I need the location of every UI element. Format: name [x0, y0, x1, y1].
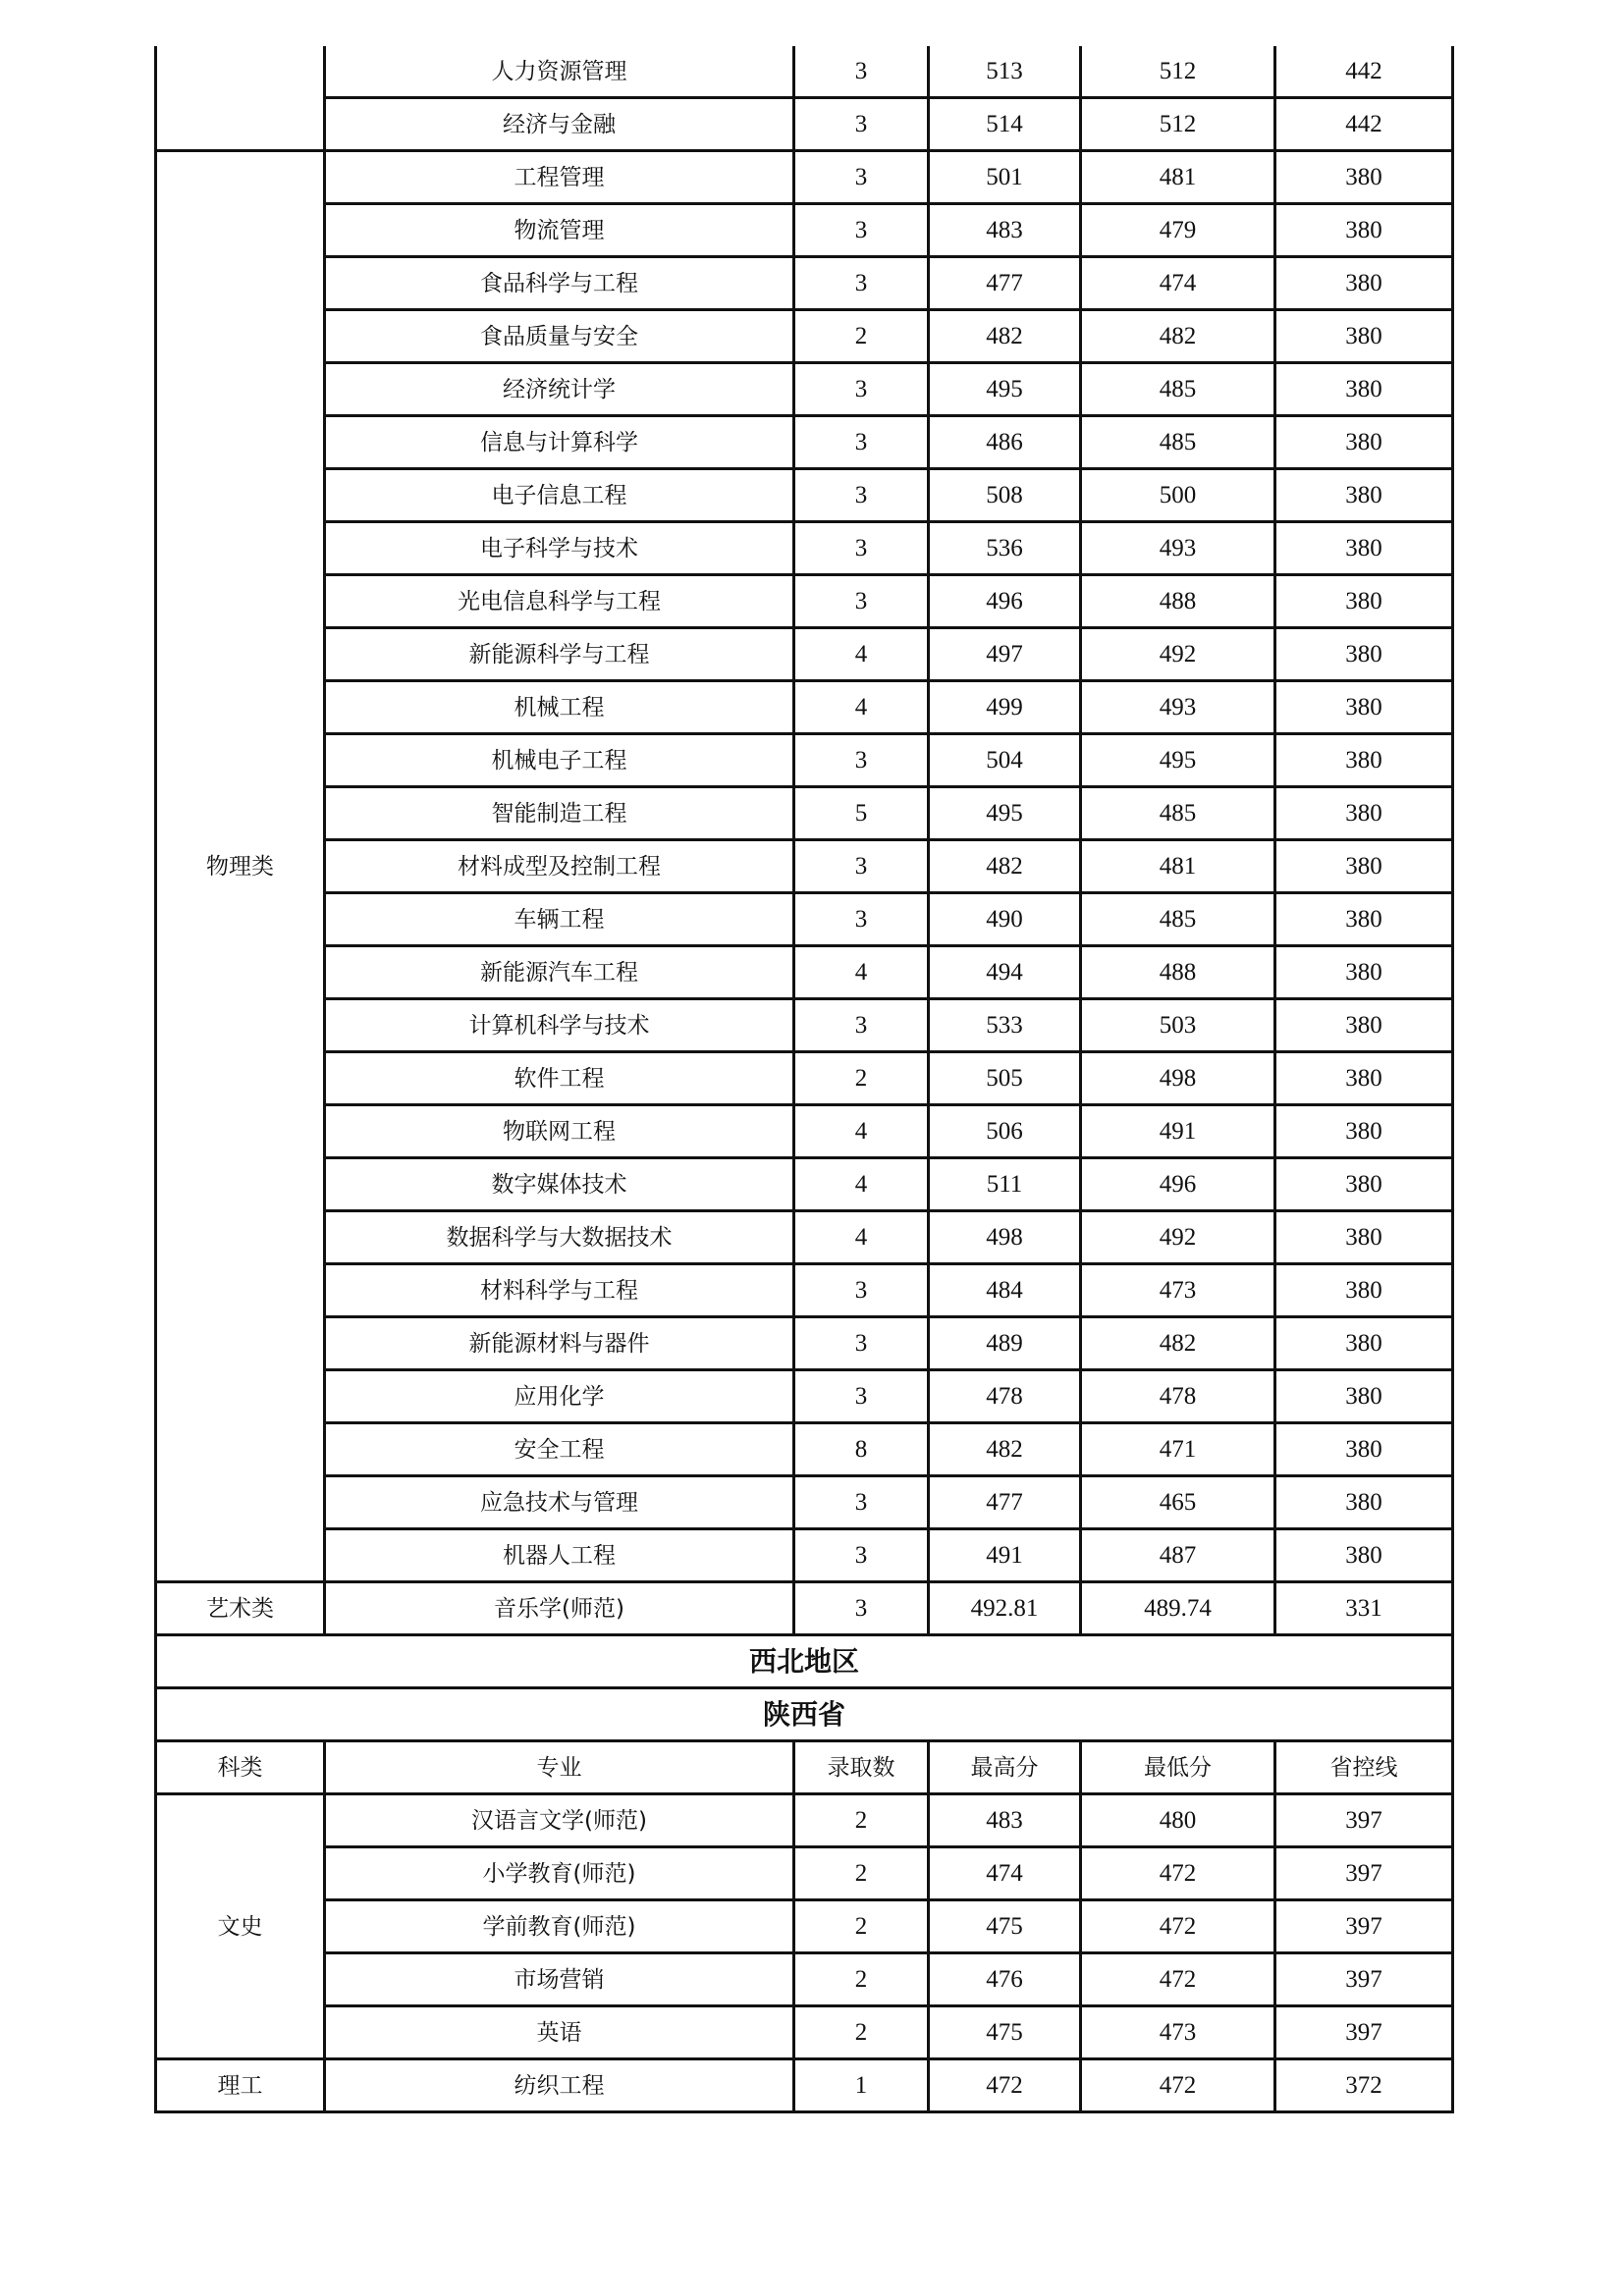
major-cell: 应急技术与管理 — [325, 1476, 794, 1529]
table-row — [156, 1052, 1453, 1105]
control-line-cell: 380 — [1275, 734, 1453, 787]
admitted-count-cell: 3 — [794, 257, 929, 310]
control-line-cell: 380 — [1275, 469, 1453, 522]
major-cell: 物联网工程 — [325, 1105, 794, 1158]
max-score-cell: 489 — [929, 1317, 1081, 1370]
table-row — [156, 2059, 1453, 2112]
min-score-cell: 480 — [1081, 1794, 1275, 1847]
table-row — [156, 1423, 1453, 1476]
max-score-cell: 508 — [929, 469, 1081, 522]
major-cell: 市场营销 — [325, 1953, 794, 2006]
table-row — [156, 946, 1453, 999]
max-score-cell: 483 — [929, 204, 1081, 257]
control-line-cell: 380 — [1275, 1264, 1453, 1317]
major-cell: 工程管理 — [325, 151, 794, 204]
major-cell: 机械电子工程 — [325, 734, 794, 787]
column-header-max: 最高分 — [929, 1741, 1081, 1794]
min-score-cell: 472 — [1081, 1847, 1275, 1900]
admitted-count-cell: 2 — [794, 2006, 929, 2059]
heading-row — [156, 1635, 1453, 1688]
major-cell: 电子信息工程 — [325, 469, 794, 522]
control-line-cell: 380 — [1275, 893, 1453, 946]
control-line-cell: 380 — [1275, 363, 1453, 416]
table-row — [156, 310, 1453, 363]
max-score-cell: 491 — [929, 1529, 1081, 1582]
admitted-count-cell: 2 — [794, 1794, 929, 1847]
admitted-count-cell: 3 — [794, 1582, 929, 1635]
control-line-cell: 380 — [1275, 999, 1453, 1052]
max-score-cell: 505 — [929, 1052, 1081, 1105]
major-cell: 软件工程 — [325, 1052, 794, 1105]
category-cell: 物理类 — [156, 151, 325, 1582]
admitted-count-cell: 2 — [794, 1900, 929, 1953]
table-row — [156, 257, 1453, 310]
category-cell: 文史 — [156, 1794, 325, 2059]
table-row — [156, 1529, 1453, 1582]
min-score-cell: 481 — [1081, 840, 1275, 893]
table-row — [156, 1158, 1453, 1211]
min-score-cell: 488 — [1081, 575, 1275, 628]
major-cell: 光电信息科学与工程 — [325, 575, 794, 628]
max-score-cell: 478 — [929, 1370, 1081, 1423]
admitted-count-cell: 5 — [794, 787, 929, 840]
control-line-cell: 380 — [1275, 1529, 1453, 1582]
max-score-cell: 494 — [929, 946, 1081, 999]
max-score-cell: 506 — [929, 1105, 1081, 1158]
max-score-cell: 499 — [929, 681, 1081, 734]
table-row — [156, 1211, 1453, 1264]
major-cell: 新能源科学与工程 — [325, 628, 794, 681]
min-score-cell: 512 — [1081, 46, 1275, 98]
max-score-cell: 513 — [929, 46, 1081, 98]
admitted-count-cell: 3 — [794, 575, 929, 628]
admitted-count-cell: 3 — [794, 1264, 929, 1317]
major-cell: 材料成型及控制工程 — [325, 840, 794, 893]
table-row — [156, 98, 1453, 151]
max-score-cell: 492.81 — [929, 1582, 1081, 1635]
major-cell: 食品科学与工程 — [325, 257, 794, 310]
admitted-count-cell: 3 — [794, 999, 929, 1052]
major-cell: 数据科学与大数据技术 — [325, 1211, 794, 1264]
min-score-cell: 487 — [1081, 1529, 1275, 1582]
max-score-cell: 514 — [929, 98, 1081, 151]
admitted-count-cell: 2 — [794, 310, 929, 363]
min-score-cell: 473 — [1081, 2006, 1275, 2059]
table-row — [156, 681, 1453, 734]
max-score-cell: 490 — [929, 893, 1081, 946]
min-score-cell: 482 — [1081, 1317, 1275, 1370]
min-score-cell: 492 — [1081, 628, 1275, 681]
min-score-cell: 472 — [1081, 1953, 1275, 2006]
control-line-cell: 380 — [1275, 1052, 1453, 1105]
max-score-cell: 483 — [929, 1794, 1081, 1847]
admitted-count-cell: 4 — [794, 1158, 929, 1211]
column-header-min: 最低分 — [1081, 1741, 1275, 1794]
table-row — [156, 1317, 1453, 1370]
min-score-cell: 482 — [1081, 310, 1275, 363]
min-score-cell: 472 — [1081, 1900, 1275, 1953]
max-score-cell: 484 — [929, 1264, 1081, 1317]
admitted-count-cell: 3 — [794, 893, 929, 946]
major-cell: 小学教育(师范) — [325, 1847, 794, 1900]
min-score-cell: 500 — [1081, 469, 1275, 522]
admitted-count-cell: 3 — [794, 363, 929, 416]
table-row — [156, 1264, 1453, 1317]
control-line-cell: 380 — [1275, 416, 1453, 469]
max-score-cell: 495 — [929, 787, 1081, 840]
control-line-cell: 397 — [1275, 1794, 1453, 1847]
admitted-count-cell: 2 — [794, 1847, 929, 1900]
min-score-cell: 495 — [1081, 734, 1275, 787]
control-line-cell: 331 — [1275, 1582, 1453, 1635]
max-score-cell: 475 — [929, 1900, 1081, 1953]
min-score-cell: 485 — [1081, 363, 1275, 416]
major-cell: 应用化学 — [325, 1370, 794, 1423]
major-cell: 数字媒体技术 — [325, 1158, 794, 1211]
min-score-cell: 503 — [1081, 999, 1275, 1052]
table-row — [156, 46, 1453, 98]
major-cell: 车辆工程 — [325, 893, 794, 946]
table-row — [156, 363, 1453, 416]
control-line-cell: 397 — [1275, 1953, 1453, 2006]
province-heading: 陕西省 — [156, 1688, 1453, 1741]
max-score-cell: 498 — [929, 1211, 1081, 1264]
category-cell — [156, 46, 325, 151]
control-line-cell: 380 — [1275, 1370, 1453, 1423]
control-line-cell: 380 — [1275, 1476, 1453, 1529]
table-row — [156, 1794, 1453, 1847]
min-score-cell: 485 — [1081, 893, 1275, 946]
admitted-count-cell: 4 — [794, 628, 929, 681]
major-cell: 安全工程 — [325, 1423, 794, 1476]
control-line-cell: 380 — [1275, 681, 1453, 734]
min-score-cell: 493 — [1081, 522, 1275, 575]
admitted-count-cell: 1 — [794, 2059, 929, 2112]
table-row — [156, 575, 1453, 628]
min-score-cell: 474 — [1081, 257, 1275, 310]
table-row — [156, 999, 1453, 1052]
major-cell: 计算机科学与技术 — [325, 999, 794, 1052]
control-line-cell: 442 — [1275, 98, 1453, 151]
min-score-cell: 492 — [1081, 1211, 1275, 1264]
column-header-category: 科类 — [156, 1741, 325, 1794]
admitted-count-cell: 3 — [794, 1529, 929, 1582]
table-row — [156, 893, 1453, 946]
major-cell: 纺织工程 — [325, 2059, 794, 2112]
admitted-count-cell: 3 — [794, 416, 929, 469]
control-line-cell: 380 — [1275, 787, 1453, 840]
max-score-cell: 472 — [929, 2059, 1081, 2112]
category-cell: 艺术类 — [156, 1582, 325, 1635]
admitted-count-cell: 4 — [794, 946, 929, 999]
major-cell: 经济统计学 — [325, 363, 794, 416]
admitted-count-cell: 4 — [794, 1211, 929, 1264]
admitted-count-cell: 3 — [794, 522, 929, 575]
major-cell: 人力资源管理 — [325, 46, 794, 98]
max-score-cell: 482 — [929, 310, 1081, 363]
min-score-cell: 485 — [1081, 787, 1275, 840]
max-score-cell: 477 — [929, 257, 1081, 310]
admitted-count-cell: 3 — [794, 1317, 929, 1370]
min-score-cell: 465 — [1081, 1476, 1275, 1529]
table-row — [156, 469, 1453, 522]
min-score-cell: 491 — [1081, 1105, 1275, 1158]
control-line-cell: 380 — [1275, 1105, 1453, 1158]
column-header-row — [156, 1741, 1453, 1794]
major-cell: 材料科学与工程 — [325, 1264, 794, 1317]
table-body — [156, 46, 1453, 2112]
max-score-cell: 501 — [929, 151, 1081, 204]
min-score-cell: 471 — [1081, 1423, 1275, 1476]
admitted-count-cell: 3 — [794, 1476, 929, 1529]
table-row — [156, 1953, 1453, 2006]
control-line-cell: 380 — [1275, 151, 1453, 204]
min-score-cell: 512 — [1081, 98, 1275, 151]
max-score-cell: 495 — [929, 363, 1081, 416]
max-score-cell: 533 — [929, 999, 1081, 1052]
table-row — [156, 522, 1453, 575]
major-cell: 电子科学与技术 — [325, 522, 794, 575]
min-score-cell: 498 — [1081, 1052, 1275, 1105]
control-line-cell: 397 — [1275, 1847, 1453, 1900]
admitted-count-cell: 3 — [794, 1370, 929, 1423]
table-row — [156, 1582, 1453, 1635]
max-score-cell: 482 — [929, 1423, 1081, 1476]
min-score-cell: 493 — [1081, 681, 1275, 734]
major-cell: 英语 — [325, 2006, 794, 2059]
control-line-cell: 380 — [1275, 628, 1453, 681]
min-score-cell: 496 — [1081, 1158, 1275, 1211]
control-line-cell: 380 — [1275, 575, 1453, 628]
max-score-cell: 476 — [929, 1953, 1081, 2006]
admitted-count-cell: 2 — [794, 1052, 929, 1105]
control-line-cell: 397 — [1275, 2006, 1453, 2059]
table-row — [156, 787, 1453, 840]
table-row — [156, 204, 1453, 257]
max-score-cell: 482 — [929, 840, 1081, 893]
min-score-cell: 489.74 — [1081, 1582, 1275, 1635]
table-row — [156, 1900, 1453, 1953]
heading-row — [156, 1688, 1453, 1741]
table-row — [156, 1370, 1453, 1423]
admitted-count-cell: 3 — [794, 469, 929, 522]
min-score-cell: 479 — [1081, 204, 1275, 257]
column-header-line: 省控线 — [1275, 1741, 1453, 1794]
table-row — [156, 840, 1453, 893]
control-line-cell: 380 — [1275, 840, 1453, 893]
column-header-count: 录取数 — [794, 1741, 929, 1794]
table-row — [156, 416, 1453, 469]
control-line-cell: 380 — [1275, 946, 1453, 999]
control-line-cell: 380 — [1275, 1317, 1453, 1370]
min-score-cell: 485 — [1081, 416, 1275, 469]
major-cell: 新能源汽车工程 — [325, 946, 794, 999]
control-line-cell: 442 — [1275, 46, 1453, 98]
column-header-major: 专业 — [325, 1741, 794, 1794]
max-score-cell: 536 — [929, 522, 1081, 575]
min-score-cell: 472 — [1081, 2059, 1275, 2112]
table-row — [156, 628, 1453, 681]
table-row — [156, 151, 1453, 204]
major-cell: 机器人工程 — [325, 1529, 794, 1582]
major-cell: 经济与金融 — [325, 98, 794, 151]
major-cell: 汉语言文学(师范) — [325, 1794, 794, 1847]
max-score-cell: 486 — [929, 416, 1081, 469]
major-cell: 信息与计算科学 — [325, 416, 794, 469]
table-row — [156, 1476, 1453, 1529]
control-line-cell: 380 — [1275, 522, 1453, 575]
table-row — [156, 734, 1453, 787]
control-line-cell: 380 — [1275, 1423, 1453, 1476]
table-row — [156, 2006, 1453, 2059]
min-score-cell: 478 — [1081, 1370, 1275, 1423]
control-line-cell: 380 — [1275, 1158, 1453, 1211]
table-row — [156, 1847, 1453, 1900]
control-line-cell: 380 — [1275, 204, 1453, 257]
major-cell: 食品质量与安全 — [325, 310, 794, 363]
category-cell: 理工 — [156, 2059, 325, 2112]
min-score-cell: 473 — [1081, 1264, 1275, 1317]
major-cell: 物流管理 — [325, 204, 794, 257]
control-line-cell: 380 — [1275, 1211, 1453, 1264]
admitted-count-cell: 3 — [794, 46, 929, 98]
control-line-cell: 372 — [1275, 2059, 1453, 2112]
max-score-cell: 511 — [929, 1158, 1081, 1211]
min-score-cell: 488 — [1081, 946, 1275, 999]
max-score-cell: 477 — [929, 1476, 1081, 1529]
admitted-count-cell: 3 — [794, 840, 929, 893]
max-score-cell: 497 — [929, 628, 1081, 681]
control-line-cell: 380 — [1275, 257, 1453, 310]
major-cell: 新能源材料与器件 — [325, 1317, 794, 1370]
admitted-count-cell: 4 — [794, 681, 929, 734]
major-cell: 机械工程 — [325, 681, 794, 734]
region-heading: 西北地区 — [156, 1635, 1453, 1688]
max-score-cell: 475 — [929, 2006, 1081, 2059]
admission-score-table — [154, 46, 1454, 2113]
table-row — [156, 1105, 1453, 1158]
major-cell: 智能制造工程 — [325, 787, 794, 840]
max-score-cell: 496 — [929, 575, 1081, 628]
admitted-count-cell: 2 — [794, 1953, 929, 2006]
major-cell: 音乐学(师范) — [325, 1582, 794, 1635]
admitted-count-cell: 3 — [794, 734, 929, 787]
max-score-cell: 474 — [929, 1847, 1081, 1900]
admitted-count-cell: 4 — [794, 1105, 929, 1158]
control-line-cell: 397 — [1275, 1900, 1453, 1953]
min-score-cell: 481 — [1081, 151, 1275, 204]
max-score-cell: 504 — [929, 734, 1081, 787]
admitted-count-cell: 3 — [794, 204, 929, 257]
admitted-count-cell: 8 — [794, 1423, 929, 1476]
admitted-count-cell: 3 — [794, 151, 929, 204]
major-cell: 学前教育(师范) — [325, 1900, 794, 1953]
admitted-count-cell: 3 — [794, 98, 929, 151]
control-line-cell: 380 — [1275, 310, 1453, 363]
